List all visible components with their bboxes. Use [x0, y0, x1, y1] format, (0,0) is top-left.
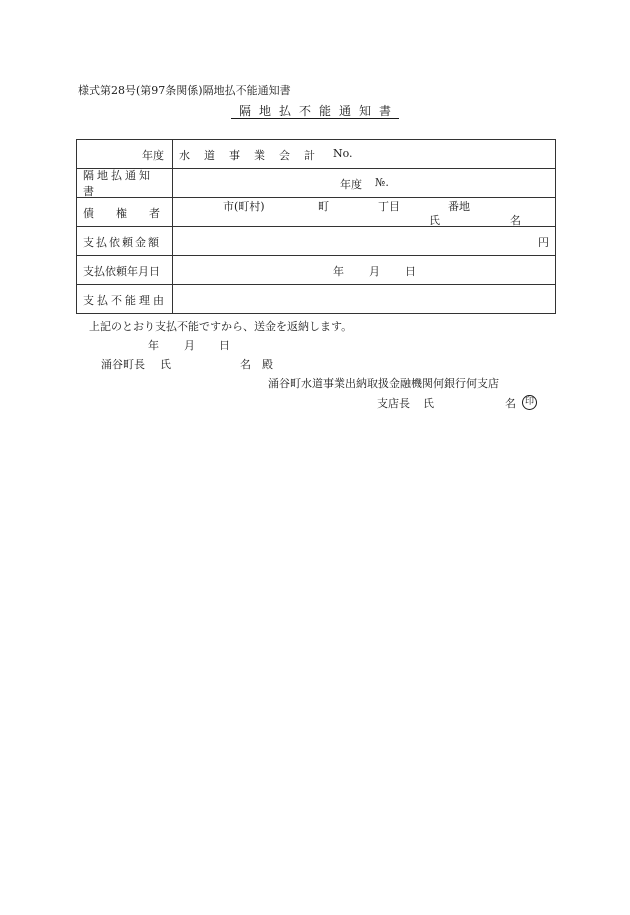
- value-fiscal-year: [173, 140, 556, 169]
- sender-na: 名: [505, 397, 516, 410]
- value-amount: 円: [173, 227, 556, 256]
- sender-uji: 氏: [423, 397, 434, 410]
- label-amount: 支払依頼金額: [77, 227, 173, 256]
- addressee-na: 名: [240, 358, 251, 371]
- label-request-date: 支払依頼年月日: [77, 256, 173, 285]
- label-reason: 支払不能理由: [77, 285, 173, 314]
- return-notice-text: 上記のとおり支払不能ですから、送金を返納します。: [89, 320, 353, 333]
- value-reason: [173, 285, 556, 314]
- label-fiscal-year: 年度: [77, 140, 173, 169]
- value-request-date: 年 月 日: [173, 256, 556, 285]
- addressee-honorific: 殿: [262, 358, 273, 371]
- value-creditor: 市(町村) 町 丁目 番地 氏 名: [173, 198, 556, 227]
- document-title: [0, 102, 630, 119]
- addressee-uji: 氏: [160, 358, 171, 371]
- row-request-date: [77, 256, 556, 285]
- account-name: 水道事業会計: [179, 149, 329, 162]
- sender-organization: 涌谷町水道事業出納取扱金融機関何銀行何支店: [268, 377, 499, 390]
- row-amount: [77, 227, 556, 256]
- issue-date-day: 日: [219, 339, 230, 352]
- row-remittance-notice: [77, 169, 556, 198]
- form-number: 様式第28号(第97条関係)隔地払不能通知書: [78, 84, 291, 97]
- seal-mark: [518, 394, 537, 410]
- value-remittance-notice: 年度 №.: [173, 169, 556, 198]
- issue-date-year: 年: [148, 339, 159, 352]
- no-label: No.: [333, 147, 353, 160]
- addressee-title: 涌谷町長: [101, 358, 145, 371]
- row-creditor: [77, 198, 556, 227]
- row-fiscal-year: [77, 140, 556, 169]
- document-title-text: 隔地払不能通知書: [231, 104, 399, 119]
- label-creditor: 債権者: [77, 198, 173, 227]
- issue-date-month: 月: [184, 339, 195, 352]
- row-reason: [77, 285, 556, 314]
- sender-title: 支店長: [377, 397, 410, 410]
- seal-icon: 印: [522, 395, 537, 410]
- label-remittance-notice: 隔地払通知書: [77, 169, 173, 198]
- notice-form-table: [76, 139, 556, 314]
